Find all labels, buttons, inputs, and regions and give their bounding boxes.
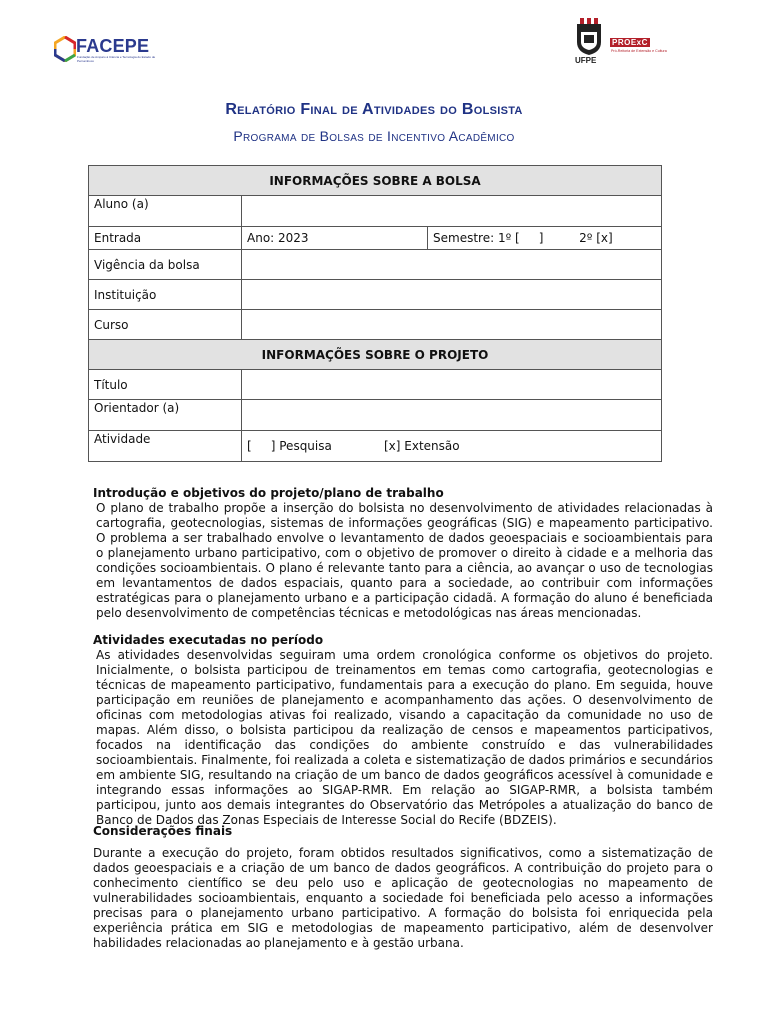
semestre-field[interactable] (428, 227, 662, 250)
atividade-extensao-option[interactable]: [x] Extensão (384, 439, 460, 453)
ano-field[interactable]: Ano: 2023 (242, 227, 428, 250)
semestre-1-option[interactable]: Semestre: 1º [ ] (433, 231, 544, 245)
atividades-paragraph: As atividades desenvolvidas seguiram uma ordem cronológica conforme os objetivos do projeto. Inicialmente, o bolsista participou de treinamentos em temas como cartografia, geotecnologias e técnicas de mapeamento participativo, fundamentais para a execução do plano. Em seguida, houve participação em reuniões de planejamento e acompanhamento das ações. O desenvolvimento de oficinas com metodologias ativas foi realizado, visando a capacitação da comunidade no uso de mapas. Além disso, o bolsista participou da realização de censos e mapeamentos participativos, focados na identificação das condições do ambiente construído e das vulnerabilidades socioambientais. Finalmente, foi realizada a coleta e sistematização de dados primários e secundários em ambiente SIG, resultando na criação de um banco de dados geográficos acessível à comunidade e integrando essas informações ao SIGAP-RMR. Em relação ao SIGAP-RMR, a bolsista também participou, junto aos demais integrantes do Observatório das Metrópoles a atualização do banco de Banco de Dados das Zonas Especiais de Interesse Social do Recife (BDZEIS). (96, 648, 713, 827)
entrada-label: Entrada (89, 227, 242, 250)
aluno-label: Aluno (a) (89, 196, 242, 227)
table-row (89, 370, 662, 400)
intro-section (93, 486, 713, 621)
consideracoes-heading: Considerações finais (93, 824, 233, 838)
projeto-section-header: INFORMAÇÕES SOBRE O PROJETO (89, 340, 662, 370)
instituicao-field[interactable] (242, 280, 662, 310)
atividades-heading: Atividades executadas no período (93, 633, 324, 647)
ufpe-crest-icon (574, 18, 604, 56)
vigencia-label: Vigência da bolsa (89, 250, 242, 280)
document-subtitle: Programa de Bolsas de Incentivo Acadêmico (233, 128, 515, 144)
orientador-field[interactable] (242, 400, 662, 431)
table-row (89, 280, 662, 310)
facepe-logo-subtext: Fundação de Amparo à Ciência e Tecnologia do Estado de Pernambuco (77, 55, 156, 63)
table-row (89, 431, 662, 462)
intro-heading: Introdução e objetivos do projeto/plano de trabalho (93, 486, 444, 500)
titulo-label: Título (89, 370, 242, 400)
facepe-hexagon-icon (54, 36, 76, 62)
atividades-section (93, 633, 713, 828)
facepe-logo-text: FACEPE (76, 36, 150, 56)
table-row (89, 310, 662, 340)
consideracoes-section (93, 824, 713, 951)
instituicao-label: Instituição (89, 280, 242, 310)
vigencia-field[interactable] (242, 250, 662, 280)
table-row (89, 400, 662, 431)
semestre-2-option[interactable]: 2º [x] (579, 231, 613, 245)
proexc-logo (610, 38, 670, 62)
table-section-header (89, 166, 662, 196)
table-section-header (89, 340, 662, 370)
table-row (89, 250, 662, 280)
info-table (88, 165, 662, 462)
curso-label: Curso (89, 310, 242, 340)
table-row (89, 196, 662, 227)
consideracoes-paragraph: Durante a execução do projeto, foram obtidos resultados significativos, como a sistematização de dados geoespaciais e a criação de um banco de dados geográficos. A contribuição do projeto para o conhecimento científico se deu pelo uso e aplicação de geotecnologias no mapeamento de vulnerabilidades socioambientais, enquanto a sociedade foi beneficiada pelo acesso a informações precisas para o planejamento urbano participativo. A formação do bolsista foi enriquecida pela experiência prática em SIG e metodologias de mapeamento participativo, além de desenvolver habilidades relacionadas ao planejamento e à gestão urbana. (93, 846, 713, 950)
curso-field[interactable] (242, 310, 662, 340)
table-row (89, 227, 662, 250)
atividade-pesquisa-option[interactable]: [ ] Pesquisa (247, 439, 332, 453)
facepe-logo (54, 34, 164, 68)
proexc-logo-text: PROExC (612, 38, 648, 47)
atividade-label: Atividade (89, 431, 242, 462)
document-title: Relatório Final de Atividades do Bolsista (225, 101, 523, 118)
bolsa-section-header: INFORMAÇÕES SOBRE A BOLSA (89, 166, 662, 196)
atividade-field[interactable] (242, 431, 662, 462)
intro-paragraph: O plano de trabalho propõe a inserção do bolsista no desenvolvimento de atividades relacionadas à cartografia, geotecnologias, sistemas de informações geográficas (SIG) e mapeamento participativo. O problema a ser trabalhado envolve o levantamento de dados geoespaciais e socioambientais para o planejamento urbano participativo, com o objetivo de promover o direito à cidade e a melhoria das condições socioambientais. O plano é relevante tanto para a ciência, ao avançar o uso de tecnologias em levantamentos de dados espaciais, quanto para a sociedade, ao contribuir com informações estratégicas para o planejamento urbano e a participação cidadã. A formação do aluno é beneficiada pelo desenvolvimento de competências técnicas e metodológicas nas áreas mencionadas. (96, 501, 713, 620)
ufpe-logo (574, 18, 604, 68)
proexc-logo-subtext: Pró-Reitoria de Extensão e Cultura (611, 49, 667, 53)
titulo-field[interactable] (242, 370, 662, 400)
orientador-label: Orientador (a) (89, 400, 242, 431)
aluno-field[interactable] (242, 196, 662, 227)
ufpe-logo-text: UFPE (575, 56, 597, 65)
